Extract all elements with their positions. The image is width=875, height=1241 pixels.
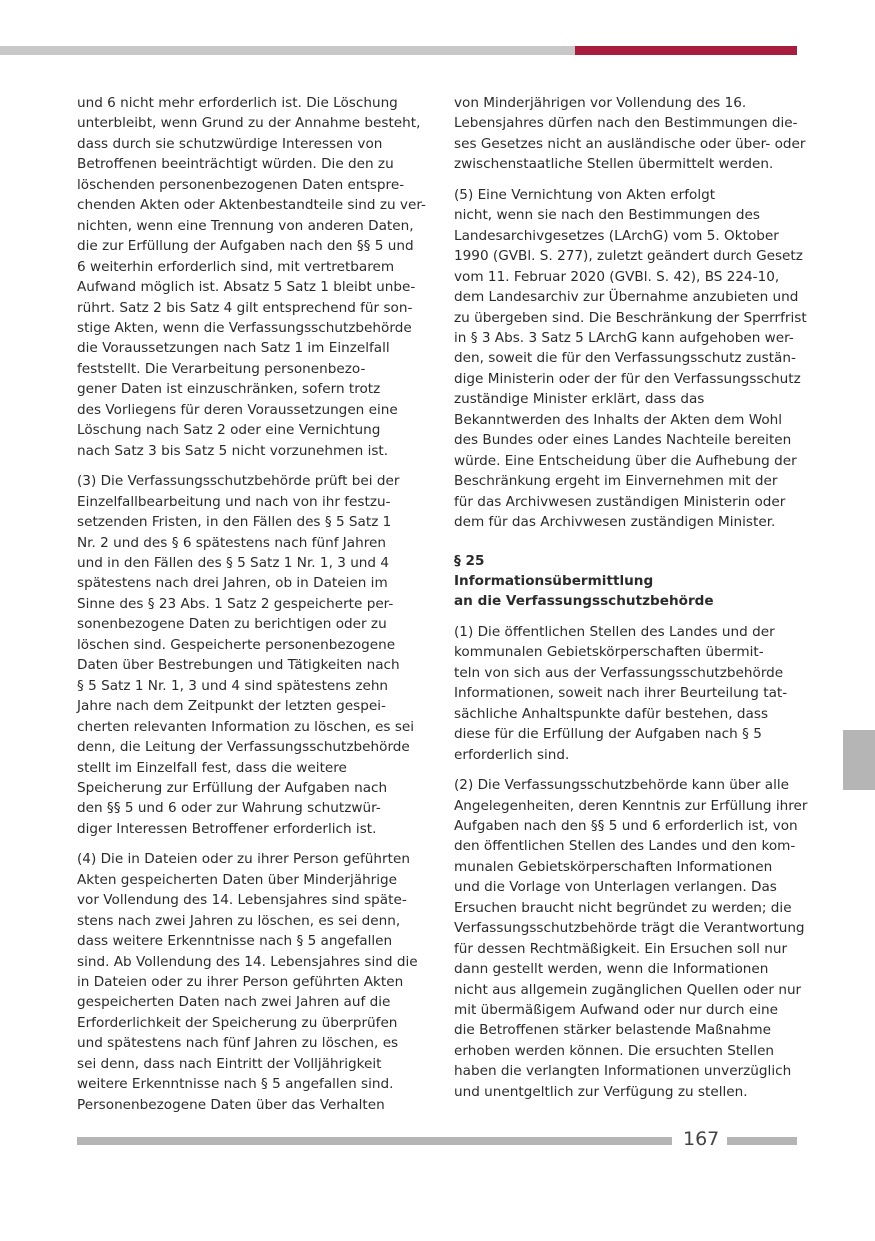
paragraph-25-2 [454, 775, 808, 1102]
text-line: dass weitere Erkenntnisse nach § 5 angefallen [77, 933, 393, 950]
text-line: würde. Eine Entscheidung über die Aufhebung der [454, 452, 797, 469]
text-line: gener Daten ist einzuschränken, sofern trotz [77, 381, 381, 398]
text-line: (3) Die Verfassungsschutzbehörde prüft bei der [77, 473, 400, 490]
text-line: stellt im Einzelfall fest, dass die weitere [77, 759, 347, 776]
text-line: dige Ministerin oder der für den Verfassungsschutz [454, 370, 801, 387]
text-line: nichten, wenn eine Trennung von anderen Daten, [77, 217, 414, 234]
chapter-side-tab [843, 730, 875, 790]
text-line: nach Satz 3 bis Satz 5 nicht vorzunehmen ist. [77, 442, 389, 459]
text-line: mit übermäßigem Aufwand oder nur durch eine [454, 1002, 778, 1019]
text-line: Personenbezogene Daten über das Verhalten [77, 1096, 385, 1113]
footer-rule-right [727, 1137, 797, 1145]
text-line: Verfassungsschutzbehörde trägt die Verantwortung [454, 920, 805, 937]
section-number: § 25 [454, 552, 485, 569]
text-line: Löschung nach Satz 2 oder eine Vernichtung [77, 422, 381, 439]
text-line: dann gestellt werden, wenn die Informationen [454, 961, 769, 978]
text-line: des Bundes oder eines Landes Nachteile bereiten [454, 432, 792, 449]
paragraph-5 [454, 185, 807, 533]
section-title: Informationsübermittlung [454, 572, 654, 589]
text-line: für dessen Rechtmäßigkeit. Ein Ersuchen soll nur [454, 940, 788, 957]
text-line: löschenden personenbezogenen Daten entspre- [77, 176, 405, 193]
text-line: unterbleibt, wenn Grund zu der Annahme besteht, [77, 115, 421, 132]
text-line: dass durch sie schutzwürdige Interessen von [77, 135, 383, 152]
text-line: den öffentlichen Stellen des Landes und den kom- [454, 838, 796, 855]
text-line: stige Akten, wenn die Verfassungsschutzbehörde [77, 319, 412, 336]
paragraph-continued [77, 93, 426, 461]
text-line: die Voraussetzungen nach Satz 1 im Einzelfall [77, 340, 390, 357]
text-line: Akten gespeicherten Daten über Minderjährige [77, 871, 398, 888]
text-line: cherten relevanten Information zu löschen, es sei [77, 718, 415, 735]
text-line: denn, die Leitung der Verfassungsschutzbehörde [77, 739, 410, 756]
text-line: diese für die Erfüllung der Aufgaben nach § 5 [454, 726, 762, 743]
text-line: von Minderjährigen vor Vollendung des 16. [454, 95, 747, 111]
text-line: (4) Die in Dateien oder zu ihrer Person geführten [77, 851, 410, 868]
text-line: Landesarchivgesetzes (LArchG) vom 5. Oktober [454, 227, 779, 244]
text-line: gespeicherten Daten nach zwei Jahren auf die [77, 994, 391, 1011]
left-column [77, 93, 426, 1125]
header-rule-gray [0, 46, 575, 55]
text-line: dem Landesarchiv zur Übernahme anzubieten und [454, 289, 799, 306]
text-line: zuständige Minister erklärt, dass das [454, 391, 705, 408]
section-heading [454, 551, 804, 612]
text-line: in Dateien oder zu ihrer Person geführten Akten [77, 974, 404, 991]
text-line: erhoben werden können. Die ersuchten Stellen [454, 1042, 775, 1059]
text-line: sonenbezogene Daten zu berichtigen oder zu [77, 616, 387, 633]
text-line: nicht aus allgemein zugänglichen Quellen oder nur [454, 981, 802, 998]
text-line: zu übergeben sind. Die Beschränkung der Sperrfrist [454, 309, 807, 326]
text-line: stens nach zwei Jahren zu löschen, es sei denn, [77, 912, 401, 929]
text-line: Aufgaben nach den §§ 5 und 6 erforderlich ist, von [454, 817, 798, 834]
text-line: rührt. Satz 2 bis Satz 4 gilt entsprechend für son- [77, 299, 413, 316]
text-line: nicht, wenn sie nach den Bestimmungen des [454, 207, 760, 224]
text-line: die Betroffenen stärker belastende Maßnahme [454, 1022, 771, 1039]
text-line: Einzelfallbearbeitung und nach von ihr festzu- [77, 493, 391, 510]
text-line: (2) Die Verfassungsschutzbehörde kann über alle [454, 777, 790, 794]
text-line: 6 weiterhin erforderlich sind, mit vertretbarem [77, 258, 395, 275]
footer-rule-left [77, 1137, 672, 1145]
text-line: Nr. 2 und des § 6 spätestens nach fünf Jahren [77, 534, 387, 551]
text-line: Angelegenheiten, deren Kenntnis zur Erfüllung ihrer [454, 797, 808, 814]
text-line: erforderlich sind. [454, 746, 570, 763]
paragraph-25-1 [454, 622, 804, 765]
paragraph-3 [77, 471, 422, 839]
text-line: (5) Eine Vernichtung von Akten erfolgt [454, 186, 716, 203]
text-line: die zur Erfüllung der Aufgaben nach den §§ 5 und [77, 238, 414, 255]
text-line: (1) Die öffentlichen Stellen des Landes und der [454, 623, 775, 640]
text-line: und in den Fällen des § 5 Satz 1 Nr. 1, 3 und 4 [77, 554, 390, 571]
text-line: Beschränkung ergeht im Einvernehmen mit der [454, 473, 778, 490]
text-line: Informationen, soweit nach ihrer Beurteilung tat- [454, 685, 788, 702]
text-line: zwischenstaatliche Stellen übermittelt werden. [454, 156, 774, 173]
text-line: dem für das Archivwesen zuständigen Minister. [454, 514, 776, 531]
text-line: den §§ 5 und 6 oder zur Wahrung schutzwür- [77, 800, 381, 817]
header-rule-accent [575, 46, 797, 55]
text-line: vom 11. Februar 2020 (GVBl. S. 42), BS 224-10, [454, 268, 780, 285]
text-line: § 5 Satz 1 Nr. 1, 3 und 4 sind spätestens zehn [77, 677, 389, 694]
text-line: Sinne des § 23 Abs. 1 Satz 2 gespeicherte per- [77, 595, 394, 612]
text-line: spätestens nach drei Jahren, ob in Dateien im [77, 575, 388, 592]
text-line: haben die verlangten Informationen unverzüglich [454, 1063, 792, 1080]
text-line: setzenden Fristen, in den Fällen des § 5 Satz 1 [77, 514, 392, 531]
text-line: feststellt. Die Verarbeitung personenbezo- [77, 360, 366, 377]
text-line: teln von sich aus der Verfassungsschutzbehörde [454, 664, 784, 681]
paragraph-4 [77, 849, 422, 1115]
text-line: 1990 (GVBl. S. 277), zuletzt geändert durch Gesetz [454, 248, 803, 265]
text-line: kommunalen Gebietskörperschaften übermit- [454, 644, 764, 661]
text-line: Daten über Bestrebungen und Tätigkeiten nach [77, 657, 400, 674]
text-line: ses Gesetzes nicht an ausländische oder über- oder [454, 135, 806, 152]
text-line: sei denn, dass nach Eintritt der Volljährigkeit [77, 1055, 382, 1072]
text-line: weitere Erkenntnisse nach § 5 angefallen sind. [77, 1076, 394, 1093]
text-line: vor Vollendung des 14. Lebensjahres sind späte- [77, 892, 407, 909]
right-column [454, 93, 808, 1112]
text-line: für das Archivwesen zuständigen Ministerin oder [454, 493, 786, 510]
text-line: Ersuchen braucht nicht begründet zu werden; die [454, 899, 792, 916]
text-line: munalen Gebietskörperschaften Informationen [454, 858, 773, 875]
page-number: 167 [683, 1128, 720, 1150]
text-line: diger Interessen Betroffener erforderlich ist. [77, 820, 377, 837]
text-line: und 6 nicht mehr erforderlich ist. Die Löschung [77, 95, 398, 111]
text-line: sächliche Anhaltspunkte dafür bestehen, dass [454, 705, 769, 722]
paragraph-4-continued [454, 93, 804, 175]
text-line: sind. Ab Vollendung des 14. Lebensjahres sind die [77, 953, 418, 970]
text-line: und unentgeltlich zur Verfügung zu stellen. [454, 1083, 748, 1100]
text-line: und spätestens nach fünf Jahren zu löschen, es [77, 1035, 399, 1052]
text-line: Betroffenen beeinträchtigt würden. Die den zu [77, 156, 394, 173]
text-line: löschen sind. Gespeicherte personenbezogene [77, 636, 396, 653]
text-line: Erforderlichkeit der Speicherung zu überprüfen [77, 1014, 398, 1031]
text-line: Lebensjahres dürfen nach den Bestimmungen die- [454, 115, 798, 132]
text-line: Bekanntwerden des Inhalts der Akten dem Wohl [454, 411, 783, 428]
text-line: des Vorliegens für deren Voraussetzungen eine [77, 401, 398, 418]
section-title: an die Verfassungsschutzbehörde [454, 593, 714, 610]
text-line: chenden Akten oder Aktenbestandteile sind zu ver- [77, 197, 426, 214]
text-line: Aufwand möglich ist. Absatz 5 Satz 1 bleibt unbe- [77, 279, 416, 296]
text-line: in § 3 Abs. 3 Satz 5 LArchG kann aufgehoben wer- [454, 329, 794, 346]
text-line: Speicherung zur Erfüllung der Aufgaben nach [77, 779, 388, 796]
text-line: und die Vorlage von Unterlagen verlangen. Das [454, 879, 777, 896]
text-line: den, soweit die für den Verfassungsschutz zustän- [454, 350, 796, 367]
text-line: Jahre nach dem Zeitpunkt der letzten gespei- [77, 698, 386, 715]
